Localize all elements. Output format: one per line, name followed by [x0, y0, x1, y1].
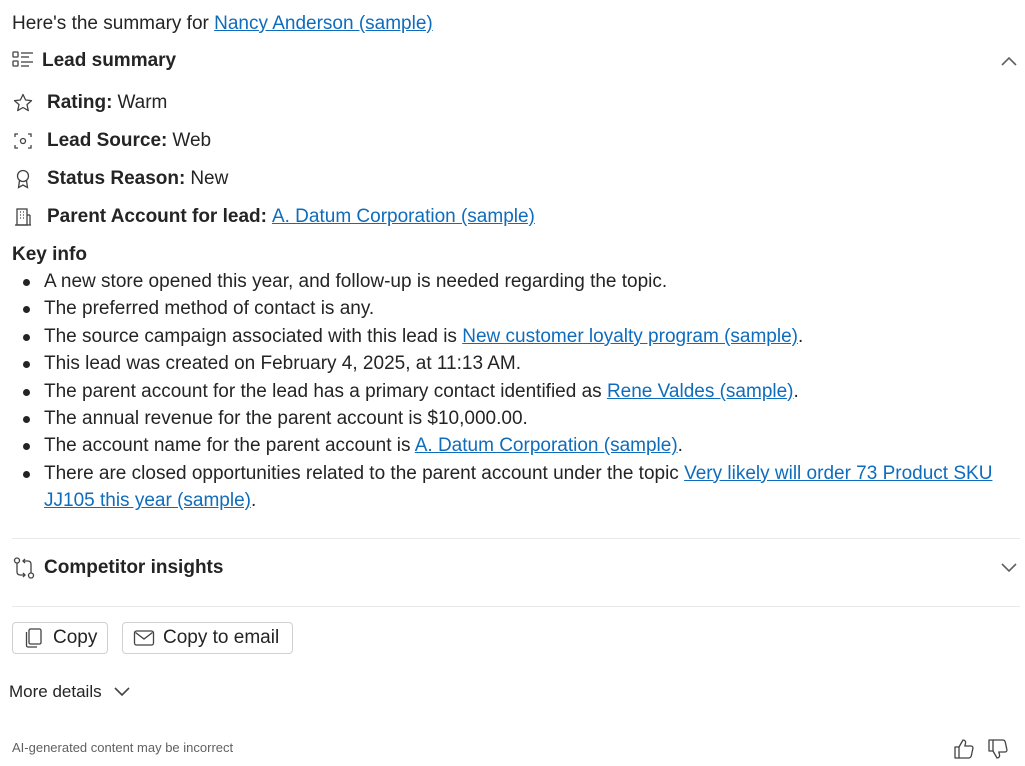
divider: [12, 606, 1020, 607]
parent-account-link[interactable]: A. Datum Corporation (sample): [271, 206, 535, 227]
rating-label: Rating:: [47, 92, 113, 113]
item-suffix: .: [250, 490, 257, 512]
chevron-down-icon: [112, 682, 132, 702]
chevron-up-icon[interactable]: [998, 50, 1020, 72]
summary-intro: [12, 12, 433, 36]
field-rating: [12, 91, 167, 115]
item-text: The parent account for the lead has a primary contact identified as: [44, 380, 607, 402]
thumbs-up-icon[interactable]: [952, 737, 976, 761]
rating-value: Warm: [117, 92, 168, 113]
copy-label: Copy: [53, 627, 98, 648]
item-text: This lead was created on February 4, 2025, at 11:13 AM.: [44, 353, 522, 375]
item-text: A new store opened this year, and follow-up is needed regarding the topic.: [44, 271, 668, 292]
field-status-reason: [12, 167, 228, 191]
mail-icon: [133, 627, 155, 649]
list-icon: [12, 50, 34, 72]
list-item: [44, 268, 1012, 295]
item-text: The annual revenue for the parent account is $10,000.00.: [44, 408, 528, 430]
copy-to-email-button[interactable]: [122, 622, 293, 654]
item-text: There are closed opportunities related to the parent account under the topic: [44, 462, 685, 484]
key-info-title: Key info: [12, 244, 87, 265]
parent-account-label: Parent Account for lead:: [47, 206, 267, 227]
copy-button[interactable]: [12, 622, 108, 654]
star-icon: [12, 92, 34, 114]
key-info-list: [12, 268, 1012, 515]
lead-source-value: Web: [172, 130, 212, 151]
item-text: The preferred method of contact is any.: [44, 298, 375, 320]
divider: [12, 538, 1020, 539]
thumbs-down-icon[interactable]: [986, 737, 1010, 761]
copy-icon: [23, 627, 45, 649]
item-text: The source campaign associated with this lead is: [44, 325, 463, 347]
more-details-toggle[interactable]: [9, 682, 132, 702]
intro-text: Here's the summary for: [12, 13, 215, 34]
status-reason-value: New: [190, 168, 229, 189]
list-item: [44, 295, 1012, 322]
opportunity-link[interactable]: Very likely will order 73 Product SKU JJ105 this year (sample): [44, 462, 993, 512]
field-parent-account: [12, 205, 535, 229]
item-suffix: .: [797, 325, 804, 347]
lead-summary-header[interactable]: [12, 50, 1020, 72]
account-link[interactable]: A. Datum Corporation (sample): [414, 435, 678, 457]
list-item: [44, 378, 1012, 405]
competitor-insights-title: Competitor insights: [44, 557, 224, 578]
list-item: [44, 432, 1012, 459]
compare-icon: [12, 556, 36, 580]
list-item: [44, 405, 1012, 432]
status-reason-label: Status Reason:: [47, 168, 186, 189]
copy-to-email-label: Copy to email: [163, 627, 280, 648]
source-icon: [12, 130, 34, 152]
list-item: [44, 460, 1012, 515]
campaign-link[interactable]: New customer loyalty program (sample): [462, 325, 798, 347]
item-text: The account name for the parent account is: [44, 435, 415, 457]
field-lead-source: [12, 129, 211, 153]
item-suffix: .: [793, 380, 799, 402]
lead-source-label: Lead Source:: [47, 130, 168, 151]
competitor-insights-header[interactable]: [12, 556, 1020, 580]
lead-name-link[interactable]: Nancy Anderson (sample): [214, 13, 433, 34]
item-suffix: .: [677, 435, 683, 457]
lead-summary-title: Lead summary: [42, 50, 177, 71]
ai-disclaimer: AI-generated content may be incorrect: [12, 740, 234, 755]
more-details-label: More details: [9, 682, 102, 701]
ribbon-icon: [12, 168, 34, 190]
building-icon: [12, 206, 34, 228]
list-item: [44, 323, 1012, 350]
list-item: [44, 350, 1012, 377]
chevron-down-icon[interactable]: [998, 556, 1020, 578]
contact-link[interactable]: Rene Valdes (sample): [606, 380, 794, 402]
